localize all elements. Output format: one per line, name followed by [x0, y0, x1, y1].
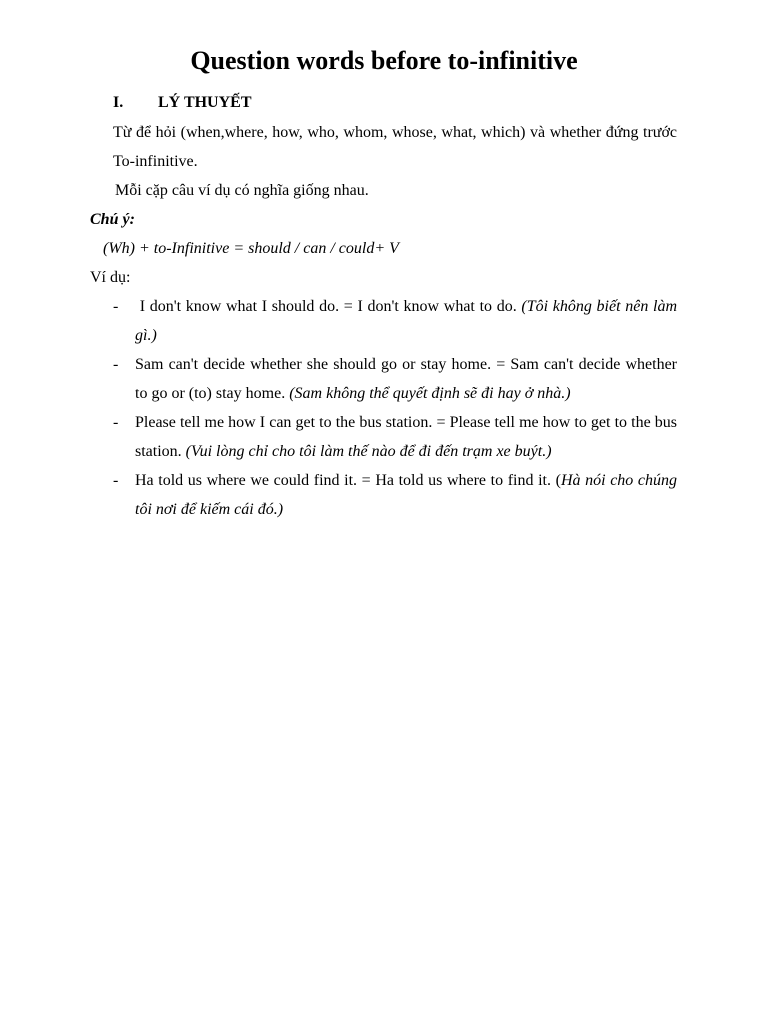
- list-item-body: [135, 350, 677, 408]
- list-item-body: [135, 292, 677, 350]
- note-label: Chú ý:: [90, 211, 135, 228]
- section-heading: [113, 92, 252, 114]
- section-number: I.: [113, 94, 124, 111]
- page-title: Question words before to-infinitive: [190, 46, 578, 75]
- example-translation: (Tôi không biết nên làm gì.): [135, 298, 678, 344]
- list-item: [113, 408, 677, 466]
- list-bullet: -: [113, 414, 119, 431]
- example-sentence: Please tell me how I can get to the bus station. = Please tell me how to get to the bus station.: [135, 414, 677, 460]
- list-item-body: [135, 408, 677, 466]
- example-translation: (Sam không thể quyết định sẽ đi hay ở nhà.): [289, 385, 571, 402]
- section-title: LÝ THUYẾT: [158, 94, 252, 111]
- list-item: [113, 466, 677, 524]
- example-sentence: I don't know what I should do. = I don't know what to do.: [135, 298, 522, 315]
- list-bullet: -: [113, 356, 119, 373]
- examples-label: Ví dụ:: [90, 269, 131, 286]
- list-item: [113, 350, 677, 408]
- example-translation: Hà nói cho chúng tôi nơi để kiếm cái đó.): [135, 472, 678, 518]
- meaning-note: Mỗi cặp câu ví dụ có nghĩa giống nhau.: [115, 182, 369, 199]
- formula: (Wh) + to-Infinitive = should / can / could+ V: [103, 240, 399, 257]
- list-item-body: [135, 466, 677, 524]
- example-sentence: Sam can't decide whether she should go or stay home. = Sam can't decide whether to go or (to) stay home.: [135, 356, 677, 402]
- example-sentence: Ha told us where we could find it. = Ha told us where to find it. (: [135, 472, 561, 489]
- intro-paragraph: Từ để hỏi (when,where, how, who, whom, whose, what, which) và whether đứng trước To-infinitive.: [113, 124, 677, 170]
- list-item: [113, 292, 677, 350]
- example-translation: (Vui lòng chỉ cho tôi làm thế nào để đi đến trạm xe buýt.): [185, 443, 552, 460]
- list-bullet: -: [113, 298, 119, 315]
- list-bullet: -: [113, 472, 119, 489]
